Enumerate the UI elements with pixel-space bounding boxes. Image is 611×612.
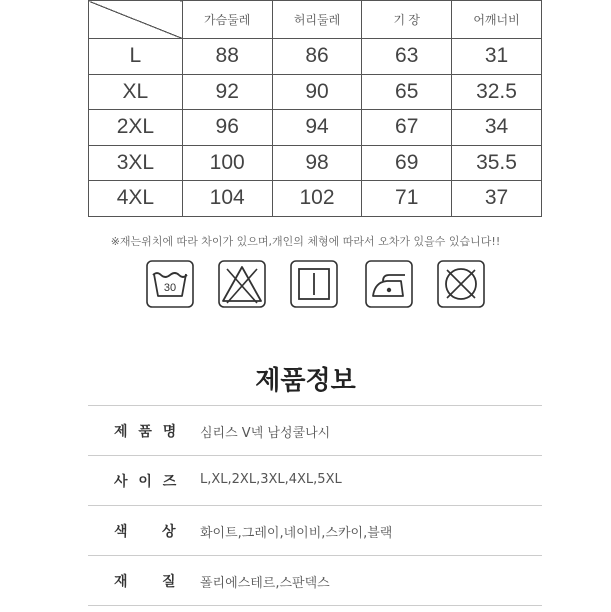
table-row — [89, 39, 542, 75]
table-row — [89, 181, 542, 217]
info-label: 사 이 즈 — [114, 474, 180, 490]
header-length: 기 장 — [362, 1, 452, 39]
wash-30-icon — [146, 260, 194, 308]
info-value: 화이트,그레이,네이비,스카이,블랙 — [200, 526, 393, 541]
table-cell: 94 — [272, 110, 362, 146]
wash-temperature-label: 30 — [163, 282, 177, 294]
info-value: 심리스 V넥 남성쿨나시 — [200, 426, 331, 441]
table-cell: 71 — [362, 181, 452, 217]
table-cell: 69 — [362, 145, 452, 181]
table-cell: 37 — [452, 181, 542, 217]
table-cell: 88 — [182, 39, 272, 75]
table-cell: 100 — [182, 145, 272, 181]
table-cell: 63 — [362, 39, 452, 75]
table-cell: 98 — [272, 145, 362, 181]
table-cell: 104 — [182, 181, 272, 217]
size-label: 3XL — [89, 145, 183, 181]
info-value: 폴리에스테르,스판덱스 — [200, 576, 330, 591]
header-shoulder: 어깨너비 — [452, 1, 542, 39]
info-label: 색 상 — [114, 524, 179, 540]
table-cell: 31 — [452, 39, 542, 75]
info-label: 재 질 — [114, 574, 179, 590]
iron-low-icon — [365, 260, 413, 308]
header-diagonal-cell — [89, 1, 183, 39]
table-cell: 90 — [272, 74, 362, 110]
no-bleach-icon — [218, 260, 266, 308]
info-row-product-name — [88, 405, 542, 456]
table-cell: 96 — [182, 110, 272, 146]
dry-icon — [290, 260, 338, 308]
info-value: L,XL,2XL,3XL,4XL,5XL — [200, 472, 342, 487]
care-icons — [0, 260, 611, 310]
header-chest: 가슴둘레 — [182, 1, 272, 39]
table-cell: 92 — [182, 74, 272, 110]
table-cell: 65 — [362, 74, 452, 110]
no-dry-clean-icon — [437, 260, 485, 308]
table-row — [89, 110, 542, 146]
table-row — [89, 74, 542, 110]
info-row-color — [88, 505, 542, 556]
header-waist: 허리둘레 — [272, 1, 362, 39]
table-cell: 35.5 — [452, 145, 542, 181]
size-table — [88, 0, 542, 217]
product-info-title: 제품정보 — [255, 366, 356, 396]
size-label: XL — [89, 74, 183, 110]
info-row-material — [88, 555, 542, 606]
table-cell: 34 — [452, 110, 542, 146]
measurement-note: ※재는위치에 따라 차이가 있으며,개인의 체형에 따라서 오차가 있을수 있습니다!! — [110, 235, 501, 248]
info-row-size — [88, 455, 542, 506]
size-table-header-row — [89, 1, 542, 39]
table-cell: 32.5 — [452, 74, 542, 110]
table-row — [89, 145, 542, 181]
table-cell: 102 — [272, 181, 362, 217]
info-label: 제 품 명 — [114, 424, 180, 440]
size-label: 2XL — [89, 110, 183, 146]
size-label: L — [89, 39, 183, 75]
size-label: 4XL — [89, 181, 183, 217]
table-cell: 67 — [362, 110, 452, 146]
table-cell: 86 — [272, 39, 362, 75]
